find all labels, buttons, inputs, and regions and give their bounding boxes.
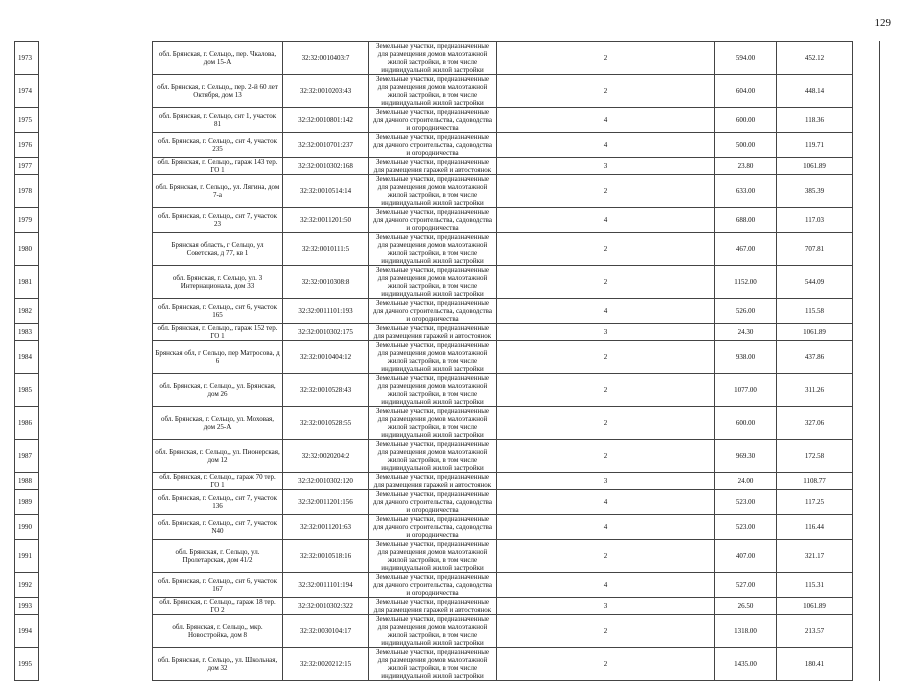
- area-cell: 604.00: [715, 75, 777, 108]
- purpose-cell: Земельные участки, предназначенные для размещения гаражей и автостоянок: [369, 158, 497, 175]
- spacer-cell: [39, 42, 153, 75]
- group-cell: 2: [497, 440, 715, 473]
- purpose-cell: Земельные участки, предназначенные для дачного строительства, садоводства и огородничества: [369, 299, 497, 324]
- rate-cell: 707.81: [777, 233, 853, 266]
- area-cell: 1318.00: [715, 615, 777, 648]
- group-cell: 2: [497, 540, 715, 573]
- area-cell: 527.00: [715, 573, 777, 598]
- rate-cell: 116.44: [777, 515, 853, 540]
- table-row: [15, 133, 880, 158]
- table-row: [15, 266, 880, 299]
- purpose-cell: Земельные участки, предназначенные для размещения домов малоэтажной жилой застройки, в том числе индивидуальной жилой застройки: [369, 407, 497, 440]
- address-cell: обл. Брянская, г. Сельцо,, пер. Чкалова, дом 15-А: [153, 42, 283, 75]
- rate-cell: 172.58: [777, 440, 853, 473]
- group-cell: 2: [497, 42, 715, 75]
- purpose-cell: Земельные участки, предназначенные для дачного строительства, садоводства и огородничества: [369, 573, 497, 598]
- row-number-cell: 1975: [15, 108, 39, 133]
- row-number-cell: 1991: [15, 540, 39, 573]
- address-cell: обл. Брянская, г. Сельцо,, снт 6, участок 167: [153, 573, 283, 598]
- rate-cell: 117.03: [777, 208, 853, 233]
- land-valuation-table: [14, 41, 880, 681]
- table-body: [15, 42, 880, 681]
- spacer-cell: [39, 598, 153, 615]
- purpose-cell: Земельные участки, предназначенные для размещения домов малоэтажной жилой застройки, в том числе индивидуальной жилой застройки: [369, 540, 497, 573]
- purpose-cell: Земельные участки, предназначенные для размещения домов малоэтажной жилой застройки, в том числе индивидуальной жилой застройки: [369, 233, 497, 266]
- spacer-cell: [853, 540, 880, 573]
- cadastral-number-cell: 32:32:0020212:15: [283, 648, 369, 681]
- purpose-cell: Земельные участки, предназначенные для размещения гаражей и автостоянок: [369, 598, 497, 615]
- spacer-cell: [853, 473, 880, 490]
- rate-cell: 180.41: [777, 648, 853, 681]
- purpose-cell: Земельные участки, предназначенные для размещения домов малоэтажной жилой застройки, в том числе индивидуальной жилой застройки: [369, 266, 497, 299]
- table-row: [15, 490, 880, 515]
- spacer-cell: [39, 341, 153, 374]
- spacer-cell: [853, 42, 880, 75]
- cadastral-number-cell: 32:32:0020204:2: [283, 440, 369, 473]
- spacer-cell: [853, 266, 880, 299]
- row-number-cell: 1989: [15, 490, 39, 515]
- purpose-cell: Земельные участки, предназначенные для размещения домов малоэтажной жилой застройки, в том числе индивидуальной жилой застройки: [369, 42, 497, 75]
- cadastral-number-cell: 32:32:0010302:322: [283, 598, 369, 615]
- cadastral-number-cell: 32:32:0010302:120: [283, 473, 369, 490]
- address-cell: обл. Брянская, г. Сельцо,, снт 7, участок 23: [153, 208, 283, 233]
- address-cell: обл. Брянская, г. Сельцо, снт 1, участок 81: [153, 108, 283, 133]
- address-cell: Брянская область, г Сельцо, ул Советская, д 77, кв 1: [153, 233, 283, 266]
- spacer-cell: [853, 108, 880, 133]
- address-cell: обл. Брянская, г. Сельцо,, снт 4, участок 235: [153, 133, 283, 158]
- group-cell: 4: [497, 108, 715, 133]
- rate-cell: 213.57: [777, 615, 853, 648]
- group-cell: 4: [497, 299, 715, 324]
- address-cell: обл. Брянская, г. Сельцо,, снт 7, участок 136: [153, 490, 283, 515]
- address-cell: обл. Брянская, г. Сельцо,, пер. 2-й 60 лет Октября, дом 13: [153, 75, 283, 108]
- spacer-cell: [39, 133, 153, 158]
- address-cell: обл. Брянская, г. Сельцо,, ул. Лягина, дом 7-а: [153, 175, 283, 208]
- cadastral-number-cell: 32:32:0011201:50: [283, 208, 369, 233]
- spacer-cell: [39, 515, 153, 540]
- group-cell: 3: [497, 473, 715, 490]
- rate-cell: 117.25: [777, 490, 853, 515]
- address-cell: обл. Брянская, г. Сельцо,, снт 6, участок 165: [153, 299, 283, 324]
- purpose-cell: Земельные участки, предназначенные для размещения гаражей и автостоянок: [369, 324, 497, 341]
- table-row: [15, 324, 880, 341]
- area-cell: 523.00: [715, 515, 777, 540]
- group-cell: 4: [497, 515, 715, 540]
- row-number-cell: 1977: [15, 158, 39, 175]
- row-number-cell: 1983: [15, 324, 39, 341]
- group-cell: 2: [497, 75, 715, 108]
- group-cell: 2: [497, 175, 715, 208]
- spacer-cell: [39, 490, 153, 515]
- area-cell: 600.00: [715, 407, 777, 440]
- spacer-cell: [853, 573, 880, 598]
- spacer-cell: [39, 158, 153, 175]
- purpose-cell: Земельные участки, предназначенные для дачного строительства, садоводства и огородничества: [369, 108, 497, 133]
- row-number-cell: 1978: [15, 175, 39, 208]
- cadastral-number-cell: 32:32:0010518:16: [283, 540, 369, 573]
- spacer-cell: [853, 615, 880, 648]
- group-cell: 2: [497, 374, 715, 407]
- area-cell: 24.00: [715, 473, 777, 490]
- table-row: [15, 299, 880, 324]
- spacer-cell: [39, 175, 153, 208]
- address-cell: обл. Брянская, г. Сельцо,, ул. Брянская, дом 26: [153, 374, 283, 407]
- purpose-cell: Земельные участки, предназначенные для дачного строительства, садоводства и огородничества: [369, 490, 497, 515]
- cadastral-number-cell: 32:32:0010403:7: [283, 42, 369, 75]
- table-row: [15, 374, 880, 407]
- table-row: [15, 473, 880, 490]
- address-cell: обл. Брянская, г. Сельцо,, гараж 152 тер. ГО 1: [153, 324, 283, 341]
- cadastral-number-cell: 32:32:0010514:14: [283, 175, 369, 208]
- spacer-cell: [853, 175, 880, 208]
- row-number-cell: 1987: [15, 440, 39, 473]
- purpose-cell: Земельные участки, предназначенные для размещения гаражей и автостоянок: [369, 473, 497, 490]
- table-row: [15, 515, 880, 540]
- spacer-cell: [853, 299, 880, 324]
- cadastral-number-cell: 32:32:0010404:12: [283, 341, 369, 374]
- spacer-cell: [853, 75, 880, 108]
- group-cell: 2: [497, 266, 715, 299]
- table-row: [15, 175, 880, 208]
- spacer-cell: [39, 440, 153, 473]
- area-cell: 1077.00: [715, 374, 777, 407]
- area-cell: 526.00: [715, 299, 777, 324]
- group-cell: 4: [497, 133, 715, 158]
- area-cell: 1435.00: [715, 648, 777, 681]
- cadastral-number-cell: 32:32:0010701:237: [283, 133, 369, 158]
- rate-cell: 1061.89: [777, 598, 853, 615]
- spacer-cell: [39, 108, 153, 133]
- page-number: 129: [874, 17, 891, 29]
- group-cell: 2: [497, 615, 715, 648]
- purpose-cell: Земельные участки, предназначенные для размещения домов малоэтажной жилой застройки, в том числе индивидуальной жилой застройки: [369, 175, 497, 208]
- row-number-cell: 1976: [15, 133, 39, 158]
- purpose-cell: Земельные участки, предназначенные для размещения домов малоэтажной жилой застройки, в том числе индивидуальной жилой застройки: [369, 648, 497, 681]
- row-number-cell: 1986: [15, 407, 39, 440]
- table-row: [15, 75, 880, 108]
- cadastral-number-cell: 32:32:0011101:193: [283, 299, 369, 324]
- rate-cell: 327.06: [777, 407, 853, 440]
- address-cell: Брянская обл, г Сельцо, пер Матросова, д 6: [153, 341, 283, 374]
- row-number-cell: 1981: [15, 266, 39, 299]
- purpose-cell: Земельные участки, предназначенные для размещения домов малоэтажной жилой застройки, в том числе индивидуальной жилой застройки: [369, 615, 497, 648]
- row-number-cell: 1973: [15, 42, 39, 75]
- group-cell: 3: [497, 324, 715, 341]
- area-cell: 407.00: [715, 540, 777, 573]
- rate-cell: 544.09: [777, 266, 853, 299]
- cadastral-number-cell: 32:32:0011201:63: [283, 515, 369, 540]
- area-cell: 467.00: [715, 233, 777, 266]
- address-cell: обл. Брянская, г. Сельцо,, ул. Школьная, дом 32: [153, 648, 283, 681]
- spacer-cell: [39, 648, 153, 681]
- row-number-cell: 1979: [15, 208, 39, 233]
- spacer-cell: [853, 133, 880, 158]
- table-row: [15, 648, 880, 681]
- purpose-cell: Земельные участки, предназначенные для дачного строительства, садоводства и огородничества: [369, 133, 497, 158]
- spacer-cell: [39, 208, 153, 233]
- spacer-cell: [853, 598, 880, 615]
- cadastral-number-cell: 32:32:0010203:43: [283, 75, 369, 108]
- spacer-cell: [39, 233, 153, 266]
- row-number-cell: 1993: [15, 598, 39, 615]
- address-cell: обл. Брянская, г. Сельцо,, ул. Пионерская, дом 12: [153, 440, 283, 473]
- address-cell: обл. Брянская, г. Сельцо, ул. 3 Интернационала, дом 33: [153, 266, 283, 299]
- spacer-cell: [39, 299, 153, 324]
- spacer-cell: [39, 374, 153, 407]
- cadastral-number-cell: 32:32:0010528:43: [283, 374, 369, 407]
- row-number-cell: 1974: [15, 75, 39, 108]
- address-cell: обл. Брянская, г. Сельцо, ул. Пролетарская, дом 41/2: [153, 540, 283, 573]
- rate-cell: 321.17: [777, 540, 853, 573]
- rate-cell: 452.12: [777, 42, 853, 75]
- area-cell: 633.00: [715, 175, 777, 208]
- spacer-cell: [39, 324, 153, 341]
- rate-cell: 1061.89: [777, 324, 853, 341]
- row-number-cell: 1985: [15, 374, 39, 407]
- cadastral-number-cell: 32:32:0011101:194: [283, 573, 369, 598]
- cadastral-number-cell: 32:32:0010111:5: [283, 233, 369, 266]
- purpose-cell: Земельные участки, предназначенные для дачного строительства, садоводства и огородничества: [369, 515, 497, 540]
- rate-cell: 1061.89: [777, 158, 853, 175]
- rate-cell: 115.58: [777, 299, 853, 324]
- area-cell: 938.00: [715, 341, 777, 374]
- purpose-cell: Земельные участки, предназначенные для дачного строительства, садоводства и огородничества: [369, 208, 497, 233]
- spacer-cell: [853, 515, 880, 540]
- purpose-cell: Земельные участки, предназначенные для размещения домов малоэтажной жилой застройки, в том числе индивидуальной жилой застройки: [369, 374, 497, 407]
- spacer-cell: [39, 407, 153, 440]
- spacer-cell: [853, 233, 880, 266]
- purpose-cell: Земельные участки, предназначенные для размещения домов малоэтажной жилой застройки, в том числе индивидуальной жилой застройки: [369, 75, 497, 108]
- row-number-cell: 1980: [15, 233, 39, 266]
- area-cell: 26.50: [715, 598, 777, 615]
- group-cell: 2: [497, 648, 715, 681]
- table-row: [15, 573, 880, 598]
- row-number-cell: 1982: [15, 299, 39, 324]
- spacer-cell: [853, 158, 880, 175]
- spacer-cell: [39, 75, 153, 108]
- row-number-cell: 1992: [15, 573, 39, 598]
- spacer-cell: [853, 324, 880, 341]
- table-row: [15, 108, 880, 133]
- area-cell: 500.00: [715, 133, 777, 158]
- area-cell: 969.30: [715, 440, 777, 473]
- table-row: [15, 440, 880, 473]
- address-cell: обл. Брянская, г. Сельцо,, мкр. Новостройка, дом 8: [153, 615, 283, 648]
- table-row: [15, 598, 880, 615]
- area-cell: 23.80: [715, 158, 777, 175]
- spacer-cell: [853, 374, 880, 407]
- cadastral-number-cell: 32:32:0010801:142: [283, 108, 369, 133]
- row-number-cell: 1990: [15, 515, 39, 540]
- address-cell: обл. Брянская, г. Сельцо,, гараж 18 тер. ГО 2: [153, 598, 283, 615]
- address-cell: обл. Брянская, г. Сельцо,, гараж 70 тер. ГО 1: [153, 473, 283, 490]
- row-number-cell: 1984: [15, 341, 39, 374]
- address-cell: обл. Брянская, г. Сельцо,, гараж 143 тер. ГО 1: [153, 158, 283, 175]
- group-cell: 2: [497, 407, 715, 440]
- spacer-cell: [853, 648, 880, 681]
- table-row: [15, 158, 880, 175]
- spacer-cell: [853, 407, 880, 440]
- spacer-cell: [39, 615, 153, 648]
- spacer-cell: [39, 473, 153, 490]
- area-cell: 600.00: [715, 108, 777, 133]
- spacer-cell: [853, 208, 880, 233]
- rate-cell: 115.31: [777, 573, 853, 598]
- spacer-cell: [39, 573, 153, 598]
- address-cell: обл. Брянская, г. Сельцо,, снт 7, участок N40: [153, 515, 283, 540]
- group-cell: 3: [497, 158, 715, 175]
- table-row: [15, 208, 880, 233]
- rate-cell: 1108.77: [777, 473, 853, 490]
- group-cell: 2: [497, 233, 715, 266]
- spacer-cell: [853, 490, 880, 515]
- rate-cell: 118.36: [777, 108, 853, 133]
- cadastral-number-cell: 32:32:0010308:8: [283, 266, 369, 299]
- spacer-cell: [853, 341, 880, 374]
- spacer-cell: [39, 540, 153, 573]
- group-cell: 4: [497, 573, 715, 598]
- area-cell: 1152.00: [715, 266, 777, 299]
- group-cell: 4: [497, 208, 715, 233]
- group-cell: 3: [497, 598, 715, 615]
- table-row: [15, 341, 880, 374]
- rate-cell: 119.71: [777, 133, 853, 158]
- spacer-cell: [853, 440, 880, 473]
- rate-cell: 311.26: [777, 374, 853, 407]
- rate-cell: 448.14: [777, 75, 853, 108]
- row-number-cell: 1988: [15, 473, 39, 490]
- cadastral-number-cell: 32:32:0010302:175: [283, 324, 369, 341]
- rate-cell: 385.39: [777, 175, 853, 208]
- group-cell: 2: [497, 341, 715, 374]
- cadastral-number-cell: 32:32:0030104:17: [283, 615, 369, 648]
- purpose-cell: Земельные участки, предназначенные для размещения домов малоэтажной жилой застройки, в том числе индивидуальной жилой застройки: [369, 440, 497, 473]
- table-row: [15, 407, 880, 440]
- table-row: [15, 615, 880, 648]
- row-number-cell: 1995: [15, 648, 39, 681]
- area-cell: 24.30: [715, 324, 777, 341]
- cadastral-number-cell: 32:32:0010302:168: [283, 158, 369, 175]
- cadastral-number-cell: 32:32:0010528:55: [283, 407, 369, 440]
- area-cell: 523.00: [715, 490, 777, 515]
- row-number-cell: 1994: [15, 615, 39, 648]
- address-cell: обл. Брянская, г. Сельцо, ул. Моховая, дом 25-А: [153, 407, 283, 440]
- purpose-cell: Земельные участки, предназначенные для размещения домов малоэтажной жилой застройки, в том числе индивидуальной жилой застройки: [369, 341, 497, 374]
- group-cell: 4: [497, 490, 715, 515]
- area-cell: 688.00: [715, 208, 777, 233]
- table-row: [15, 540, 880, 573]
- cadastral-number-cell: 32:32:0011201:156: [283, 490, 369, 515]
- table-row: [15, 42, 880, 75]
- area-cell: 594.00: [715, 42, 777, 75]
- table-row: [15, 233, 880, 266]
- rate-cell: 437.86: [777, 341, 853, 374]
- spacer-cell: [39, 266, 153, 299]
